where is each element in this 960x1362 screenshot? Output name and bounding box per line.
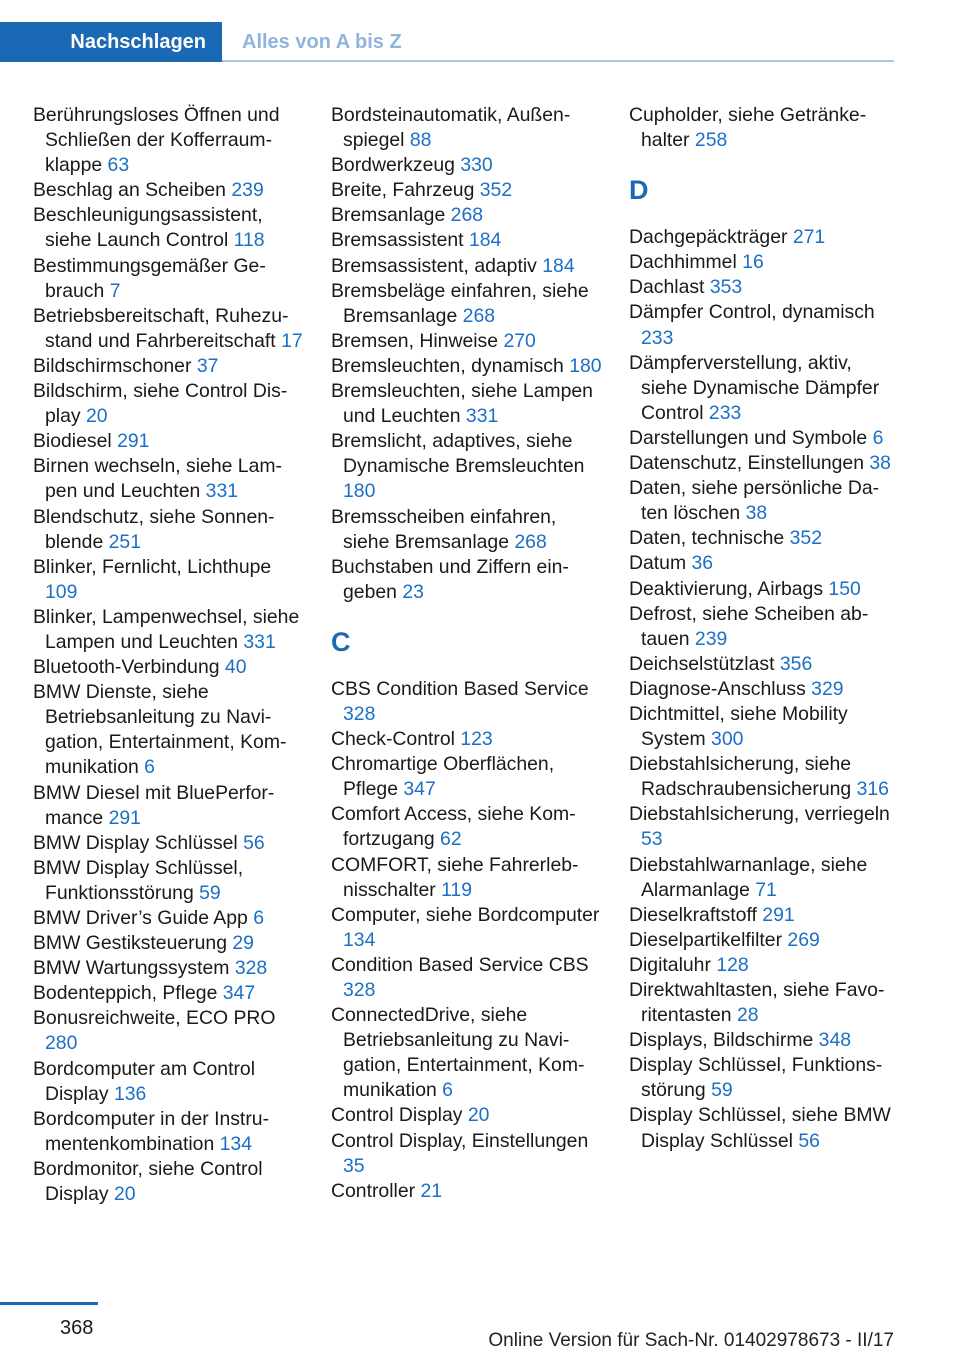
index-letter-heading: C (331, 626, 351, 657)
index-entry (331, 153, 606, 178)
index-entry-page-link[interactable]: 316 (856, 778, 889, 801)
index-entry (331, 1103, 606, 1128)
index-column-2 (331, 103, 606, 1204)
index-entry (33, 781, 303, 831)
index-entry (629, 225, 899, 250)
tab-alles-von-a-bis-z-label: Alles von A bis Z (242, 30, 402, 53)
index-entry (33, 931, 303, 956)
index-entry (331, 555, 606, 605)
index-entry-page-link[interactable]: 328 (343, 702, 376, 725)
index-entry (33, 1157, 303, 1207)
index-entry-page-link[interactable]: 63 (107, 154, 130, 177)
index-entry-term: Bordwerkzeug (331, 154, 455, 177)
index-entry-page-link[interactable]: 352 (479, 179, 513, 202)
index-entry-term: Bremsleuchten, dynamisch (331, 354, 564, 377)
index-entry (33, 1057, 303, 1107)
index-entry (33, 981, 303, 1006)
index-entry (33, 429, 303, 454)
index-entry-term: Diebstahlwarnanlage, siehe Alarmanlage (629, 853, 868, 901)
index-entry-term: BMW Display Schlüssel (33, 831, 238, 854)
index-entry-page-link[interactable]: 38 (869, 452, 891, 475)
index-entry-page-link[interactable]: 291 (108, 806, 141, 829)
index-entry-page-link[interactable]: 128 (716, 953, 749, 976)
index-entry-term: Blinker, Fernlicht, Lichthupe (33, 555, 272, 578)
index-entry-page-link[interactable]: 36 (691, 552, 714, 575)
index-entry-page-link[interactable]: 53 (641, 828, 663, 851)
index-entry (629, 853, 899, 903)
index-entry-page-link[interactable]: 62 (440, 828, 462, 851)
index-entry (629, 300, 899, 350)
index-entry-term: BMW Diesel mit BluePerformance (33, 781, 275, 829)
index-entry-page-link[interactable]: 280 (45, 1032, 78, 1055)
index-entry-page-link[interactable]: 123 (460, 728, 493, 751)
index-entry-page-link[interactable]: 16 (742, 251, 764, 274)
index-entry-page-link[interactable]: 269 (787, 928, 820, 951)
index-entry (331, 228, 606, 253)
index-entry-term: Cupholder, siehe Getränkehalter (629, 104, 867, 152)
index-entry-term: Bluetooth-Verbindung (33, 656, 220, 679)
index-entry-term: Bordmonitor, siehe Control Display (33, 1157, 263, 1206)
index-entry (629, 1103, 899, 1153)
index-entry (33, 1006, 303, 1056)
index-entry (629, 903, 899, 928)
index-entry-term: Deaktivierung, Airbags (629, 577, 824, 600)
index-entry (629, 476, 899, 526)
index-entry (629, 802, 899, 852)
index-entry (33, 454, 303, 504)
index-entry-term: Diebstahlsicherung, siehe Radschraubensicherung (629, 753, 852, 801)
index-entry-page-link[interactable]: 17 (281, 329, 303, 352)
index-entry (629, 426, 899, 451)
index-entry-page-link[interactable]: 356 (779, 652, 813, 675)
index-entry (629, 752, 899, 802)
index-entry-term: Diagnose-Anschluss (629, 677, 806, 700)
index-entry (629, 652, 899, 677)
index-entry-term: BMW Gestiksteuerung (33, 932, 227, 955)
index-entry-page-link[interactable]: 329 (811, 677, 844, 700)
index-entry-term: Bonusreichweite, ECO PRO (33, 1007, 276, 1030)
index-entry-term: Bremsscheiben einfahren, siehe Bremsanlage (331, 505, 557, 553)
index-column-1 (33, 103, 303, 1207)
index-entry-term: Displays, Bildschirme (629, 1029, 814, 1052)
index-entry-page-link[interactable]: 300 (711, 728, 744, 751)
index-entry (33, 1107, 303, 1157)
index-entry-page-link[interactable]: 268 (450, 204, 484, 227)
index-entry (33, 655, 303, 680)
index-entry (629, 1028, 899, 1053)
index-entry-page-link[interactable]: 59 (199, 881, 221, 904)
index-entry (629, 551, 899, 576)
index-entry (629, 1053, 899, 1103)
index-entry (629, 978, 899, 1028)
index-entry-page-link[interactable]: 119 (441, 878, 472, 901)
tab-alles-von-a-bis-z[interactable] (222, 22, 894, 62)
index-entry-term: Bildschirm, siehe Control Display (33, 380, 288, 428)
index-entry-page-link[interactable]: 233 (641, 326, 674, 349)
index-entry-page-link[interactable]: 150 (828, 577, 861, 600)
index-entry-page-link[interactable]: 88 (409, 129, 432, 152)
index-entry-term: Comfort Access, siehe Komfortzugang (331, 803, 576, 851)
index-entry-page-link[interactable]: 347 (222, 982, 256, 1005)
index-entry-page-link[interactable]: 330 (460, 154, 493, 177)
index-entry (331, 254, 606, 279)
index-entry (331, 429, 606, 504)
index-entry-page-link[interactable]: 118 (233, 229, 265, 252)
index-entry (33, 505, 303, 555)
index-entry-page-link[interactable]: 21 (420, 1179, 443, 1202)
index-entry-page-link[interactable]: 180 (343, 480, 376, 503)
index-entry-term: Darstellungen und Symbole (629, 426, 868, 449)
index-entry-page-link[interactable]: 23 (402, 580, 424, 603)
index-entry (33, 906, 303, 931)
index-entry (629, 250, 899, 275)
index-entry-term: Defrost, siehe Scheiben abtauen (629, 602, 869, 650)
index-entry-page-link[interactable]: 28 (736, 1004, 759, 1027)
index-entry-page-link[interactable]: 291 (117, 430, 150, 453)
index-entry-term: Digitaluhr (629, 953, 711, 976)
index-entry-term: Breite, Fahrzeug (331, 179, 475, 202)
index-entry-term: Buchstaben und Ziffern eingeben (331, 555, 569, 603)
index-entry (629, 928, 899, 953)
index-entry-term: COMFORT, siehe Fahrerlebnisschalter (331, 853, 579, 901)
index-entry-term: Display Schlüssel, Funktionsstörung (629, 1054, 883, 1102)
index-entry-page-link[interactable]: 6 (442, 1079, 453, 1102)
index-entry-term: Dachhimmel (629, 251, 737, 274)
index-entry-page-link[interactable]: 7 (109, 279, 121, 302)
index-entry (629, 953, 899, 978)
index-entry-term: Condition Based Service CBS (331, 953, 589, 976)
index-entry (629, 702, 899, 752)
index-entry (629, 451, 899, 476)
index-entry (33, 203, 303, 253)
index-entry-page-link[interactable]: 71 (755, 878, 777, 901)
index-entry-page-link[interactable]: 331 (243, 630, 276, 653)
index-entry-page-link[interactable]: 353 (709, 276, 743, 299)
index-entry (629, 677, 899, 702)
index-entry-term: Datenschutz, Einstellungen (629, 452, 864, 475)
index-entry-term: Bestimmungsgemäßer Gebrauch (33, 254, 266, 302)
index-entry (331, 903, 606, 953)
index-entry (629, 351, 899, 426)
index-entry-term: Dieselpartikelfilter (629, 928, 783, 951)
index-entry (331, 329, 606, 354)
index-entry-page-link[interactable]: 271 (792, 226, 826, 249)
index-entry-term: Computer, siehe Bordcomputer (331, 903, 600, 926)
index-entry-term: BMW Dienste, siehe Betriebsanleitung zu Navigation, Entertainment, Kommunikation (33, 681, 287, 779)
tab-nachschlagen[interactable] (0, 22, 222, 62)
index-entry-page-link[interactable]: 258 (694, 129, 728, 152)
index-entry-term: Bordcomputer am Control Display (33, 1057, 256, 1105)
index-entry-page-link[interactable]: 268 (514, 530, 547, 553)
index-entry-term: BMW Display Schlüssel, Funktionsstörung (33, 856, 244, 904)
header-divider (222, 60, 894, 62)
footer-online-version: Online Version für Sach-Nr. 01402978673 - II/17 (488, 1330, 894, 1351)
index-entry-page-link[interactable]: 35 (343, 1154, 365, 1177)
index-entry (331, 727, 606, 752)
index-entry (331, 1129, 606, 1179)
index-entry-term: Beschlag an Scheiben (33, 179, 226, 202)
index-entry-page-link[interactable]: 20 (85, 405, 108, 428)
index-entry-term: Control Display (331, 1104, 463, 1127)
index-entry-page-link[interactable]: 109 (45, 580, 78, 603)
index-entry-page-link[interactable]: 251 (108, 530, 141, 553)
index-entry-term: Blendschutz, siehe Sonnenblende (33, 505, 275, 553)
index-entry-term: Dieselkraftstoff (629, 903, 757, 926)
index-entry (331, 1003, 606, 1103)
index-entry (331, 505, 606, 555)
index-column-3 (629, 103, 899, 1154)
index-entry-term: Controller (331, 1179, 416, 1202)
index-entry-page-link[interactable]: 331 (465, 405, 499, 428)
index-entry (331, 379, 606, 429)
index-entry-term: Control Display, Einstellungen (331, 1129, 589, 1152)
index-entry (33, 304, 303, 354)
index-entry-term: Bremsbeläge einfahren, siehe Bremsanlage (331, 279, 589, 327)
index-entry (33, 555, 303, 605)
index-letter-heading: D (629, 175, 649, 206)
index-entry-page-link[interactable]: 180 (569, 354, 602, 377)
index-entry (331, 953, 606, 1003)
index-entry-term: Display Schlüssel, siehe BMW Display Schlüssel (629, 1104, 891, 1152)
index-entry (33, 680, 303, 780)
index-entry-page-link[interactable]: 37 (196, 354, 219, 377)
index-entry-term: Bremsanlage (331, 204, 446, 227)
index-entry-page-link[interactable]: 29 (232, 932, 254, 955)
index-entry-page-link[interactable]: 40 (224, 656, 247, 679)
index-entry-term: Dachgepäckträger (629, 226, 788, 249)
index-entry-term: Dachlast (629, 276, 705, 299)
index-entry-term: BMW Driver’s Guide App (33, 907, 248, 929)
index-entry (331, 103, 606, 153)
index-entry-page-link[interactable]: 239 (231, 179, 264, 202)
index-entry (33, 379, 303, 429)
index-entry-page-link[interactable]: 184 (468, 229, 502, 252)
index-entry-page-link[interactable]: 59 (711, 1079, 733, 1102)
index-entry (33, 103, 303, 178)
index-entry (629, 602, 899, 652)
index-entry-page-link[interactable]: 331 (205, 480, 239, 503)
index-entry-term: ConnectedDrive, siehe Betriebsanleitung zu Navigation, Entertainment, Kommunikation (331, 1004, 585, 1102)
index-entry-page-link[interactable]: 328 (343, 979, 376, 1001)
index-entry-page-link[interactable]: 20 (113, 1183, 136, 1206)
index-entry-term: Direktwahltasten, siehe Favoritentasten (629, 979, 885, 1027)
index-entry-term: Betriebsbereitschaft, Ruhezustand und Fahrbereitschaft (33, 304, 289, 352)
index-entry (33, 354, 303, 379)
tab-nachschlagen-label: Nachschlagen (70, 30, 206, 53)
index-entry-page-link[interactable]: 270 (503, 329, 536, 352)
index-entry-term: CBS Condition Based Service (331, 677, 589, 700)
index-entry-term: Bodenteppich, Pflege (33, 982, 218, 1005)
index-entry (33, 956, 303, 981)
index-entry-term: Bordsteinautomatik, Außenspiegel (331, 104, 571, 152)
index-entry-page-link[interactable]: 347 (403, 778, 436, 801)
index-entry-term: Biodiesel (33, 430, 112, 453)
index-entry (331, 354, 606, 379)
index-entry-term: Chromartige Oberflächen, Pflege (331, 753, 555, 801)
index-entry-page-link[interactable]: 348 (818, 1029, 852, 1052)
index-entry-page-link[interactable]: 328 (234, 957, 268, 980)
index-entry (629, 103, 899, 153)
index-entry-page-link[interactable]: 6 (144, 756, 155, 779)
index-entry-term: Bremsassistent (331, 229, 464, 252)
index-entry-term: Bremslicht, adaptives, siehe Dynamische Bremsleuchten (331, 430, 585, 478)
index-entry-page-link[interactable]: 184 (542, 254, 575, 277)
index-entry (331, 203, 606, 228)
index-entry-page-link[interactable]: 38 (745, 502, 768, 525)
index-entry (331, 279, 606, 329)
index-entry-term: Bremsen, Hinweise (331, 329, 499, 352)
index-entry-term: Daten, siehe persönliche Daten löschen (629, 477, 880, 525)
index-entry-page-link[interactable]: 134 (343, 928, 376, 951)
index-entry-term: Bremsassistent, adaptiv (331, 254, 537, 277)
index-entry (33, 254, 303, 304)
index-entry-page-link[interactable]: 268 (462, 304, 496, 327)
index-entry-term: Birnen wechseln, siehe Lampen und Leuchten (33, 455, 282, 503)
index-entry-page-link[interactable]: 233 (708, 401, 742, 424)
index-entry-term: Blinker, Lampenwechsel, siehe Lampen und Leuchten (33, 605, 300, 653)
index-entry-term: BMW Wartungssystem (33, 957, 230, 980)
index-entry-page-link[interactable]: 6 (872, 426, 884, 449)
index-entry-term: Datum (629, 552, 687, 575)
index-entry-page-link[interactable]: 6 (253, 907, 264, 929)
footer-accent-line (0, 1302, 98, 1305)
index-entry-page-link[interactable]: 239 (694, 627, 728, 650)
index-entry-page-link[interactable]: 136 (113, 1082, 147, 1105)
index-entry (331, 802, 606, 852)
index-entry (33, 178, 303, 203)
index-entry-term: Daten, technische (629, 527, 785, 550)
index-entry (331, 752, 606, 802)
index-entry (33, 856, 303, 906)
index-entry-term: Bordcomputer in der Instrumentenkombination (33, 1107, 270, 1155)
index-entry-page-link[interactable]: 56 (798, 1129, 820, 1152)
index-entry (629, 275, 899, 300)
index-entry-term: Deichselstützlast (629, 652, 775, 675)
index-entry (331, 853, 606, 903)
index-entry (629, 577, 899, 602)
index-entry-page-link[interactable]: 56 (243, 831, 265, 854)
index-entry (331, 677, 606, 727)
index-entry (33, 605, 303, 655)
page-number: 368 (60, 1317, 94, 1339)
index-entry-term: Diebstahlsicherung, verriegeln (629, 803, 890, 826)
index-entry-term: Bildschirmschoner (33, 354, 192, 377)
index-entry-term: Beschleunigungsassistent, siehe Launch Control (33, 204, 263, 252)
index-entry-term: Bremsleuchten, siehe Lampen und Leuchten (331, 380, 593, 428)
index-entry (33, 831, 303, 856)
index-entry-term: Berührungsloses Öffnen und Schließen der Kofferraumklappe (33, 104, 280, 177)
index-entry (629, 526, 899, 551)
index-entry-page-link[interactable]: 134 (219, 1132, 252, 1155)
index-entry-page-link[interactable]: 291 (762, 903, 795, 926)
page-header (0, 0, 960, 62)
index-entry-term: Dichtmittel, siehe Mobility System (629, 702, 848, 751)
index-entry-term: Dämpfer Control, dynamisch (629, 301, 875, 324)
index-entry-page-link[interactable]: 352 (789, 527, 822, 550)
index-entry-term: Dämpferverstellung, aktiv, siehe Dynamische Dämpfer Control (629, 351, 880, 424)
index-entry (331, 1179, 606, 1204)
index-entry-page-link[interactable]: 20 (467, 1104, 490, 1127)
index-entry (331, 178, 606, 203)
index-entry-term: Check-Control (331, 728, 455, 751)
